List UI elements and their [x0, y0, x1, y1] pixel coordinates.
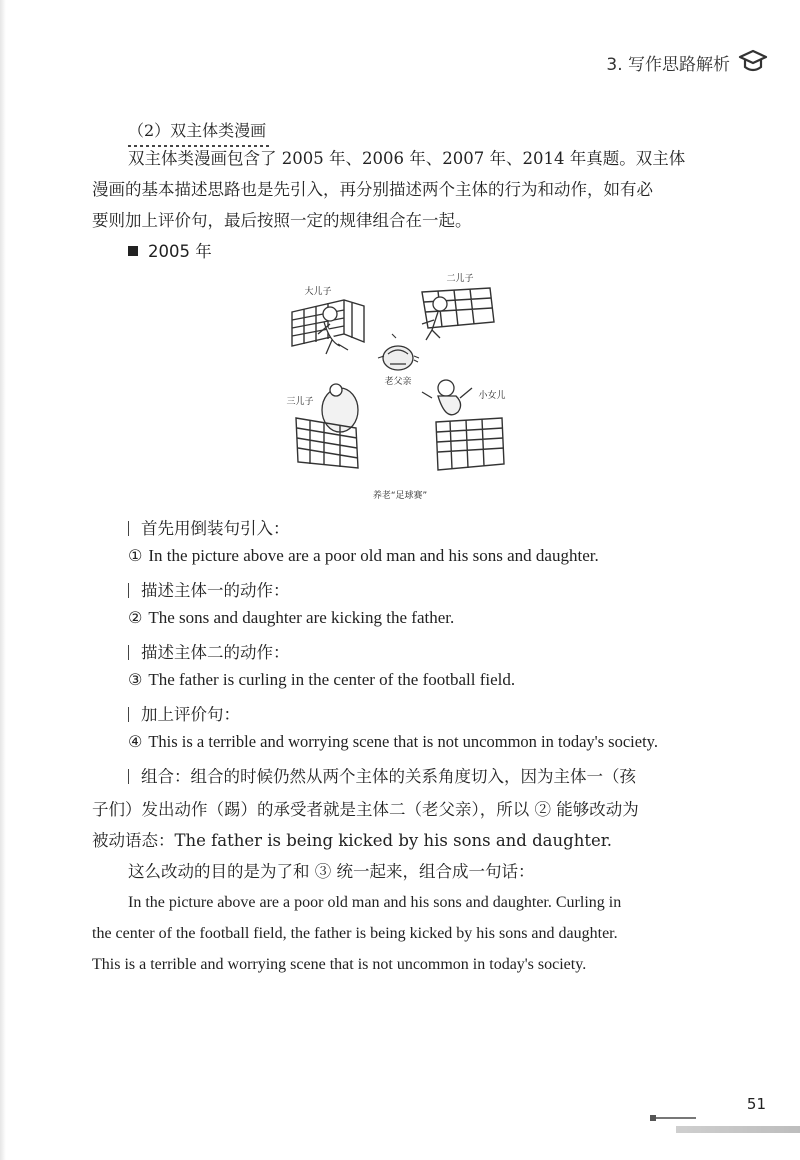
combine-line-4: 这么改动的目的是为了和 ③ 统一起来，组合成一句话： — [128, 862, 535, 881]
bar-marker — [128, 521, 129, 536]
page-number: 51 — [746, 1095, 766, 1113]
step-1-sentence: ① In the picture above are a poor old man and his sons and daughter. — [128, 546, 599, 565]
label-daughter: 小女儿 — [478, 391, 506, 401]
page-edge-shadow — [0, 0, 6, 1160]
bar-marker — [128, 583, 129, 598]
final-paragraph-line-1: In the picture above are a poor old man and his sons and daughter. Curling in — [128, 894, 622, 911]
step-3-label: 描述主体二的动作： — [128, 639, 290, 663]
cartoon-illustration — [282, 272, 518, 508]
footer-rule — [656, 1117, 696, 1119]
step-2-label: 描述主体一的动作： — [128, 577, 290, 601]
running-header-title: 3. 写作思路解析 — [606, 55, 730, 75]
section-title: （2）双主体类漫画 — [128, 118, 268, 147]
label-second-son: 二儿子 — [446, 274, 474, 284]
final-paragraph-line-3: This is a terrible and worrying scene that is not uncommon in today's society. — [92, 956, 587, 973]
bar-marker — [128, 769, 129, 784]
step-4-sentence: ④ This is a terrible and worrying scene that is not uncommon in today's society. — [128, 732, 658, 751]
footer-bar — [676, 1126, 800, 1133]
label-third-son: 三儿子 — [286, 397, 314, 407]
goal-second-son — [422, 288, 494, 328]
combine-line-2: 子们）发出动作（踢）的承受者就是主体二（老父亲），所以 ② 能够改动为 — [92, 800, 639, 819]
year-heading: 2005 年 — [128, 238, 212, 262]
square-bullet-icon — [128, 246, 138, 256]
combine-line-1: 组合：组合的时候仍然从两个主体的关系角度切入，因为主体一（孩 — [128, 763, 636, 787]
label-father: 老父亲 — [384, 377, 412, 387]
father-figure — [378, 334, 419, 370]
step-4-label: 加上评价句： — [128, 701, 240, 725]
step-3-sentence: ③ The father is curling in the center of the football field. — [128, 670, 516, 689]
step-2-sentence: ② The sons and daughter are kicking the father. — [128, 608, 455, 627]
goal-daughter — [436, 418, 504, 470]
intro-line-3: 要则加上评价句，最后按照一定的规律组合在一起。 — [92, 211, 472, 230]
bar-marker — [128, 645, 129, 660]
intro-line-2: 漫画的基本描述思路也是先引入，再分别描述两个主体的行为和动作，如有必 — [92, 180, 653, 199]
graduation-cap-icon — [738, 46, 768, 76]
combine-line-3: 被动语态：The father is being kicked by his sons and daughter. — [92, 831, 613, 850]
cartoon-caption: 养老“足球赛” — [372, 491, 428, 501]
step-1-label: 首先用倒装句引入： — [128, 515, 290, 539]
intro-line-1: 双主体类漫画包含了 2005 年、2006 年、2007 年、2014 年真题。双主体 — [128, 149, 686, 168]
bar-marker — [128, 707, 129, 722]
daughter-figure — [422, 380, 472, 415]
final-paragraph-line-2: the center of the football field, the father is being kicked by his sons and daughter. — [92, 925, 618, 942]
label-eldest-son: 大儿子 — [304, 287, 332, 297]
